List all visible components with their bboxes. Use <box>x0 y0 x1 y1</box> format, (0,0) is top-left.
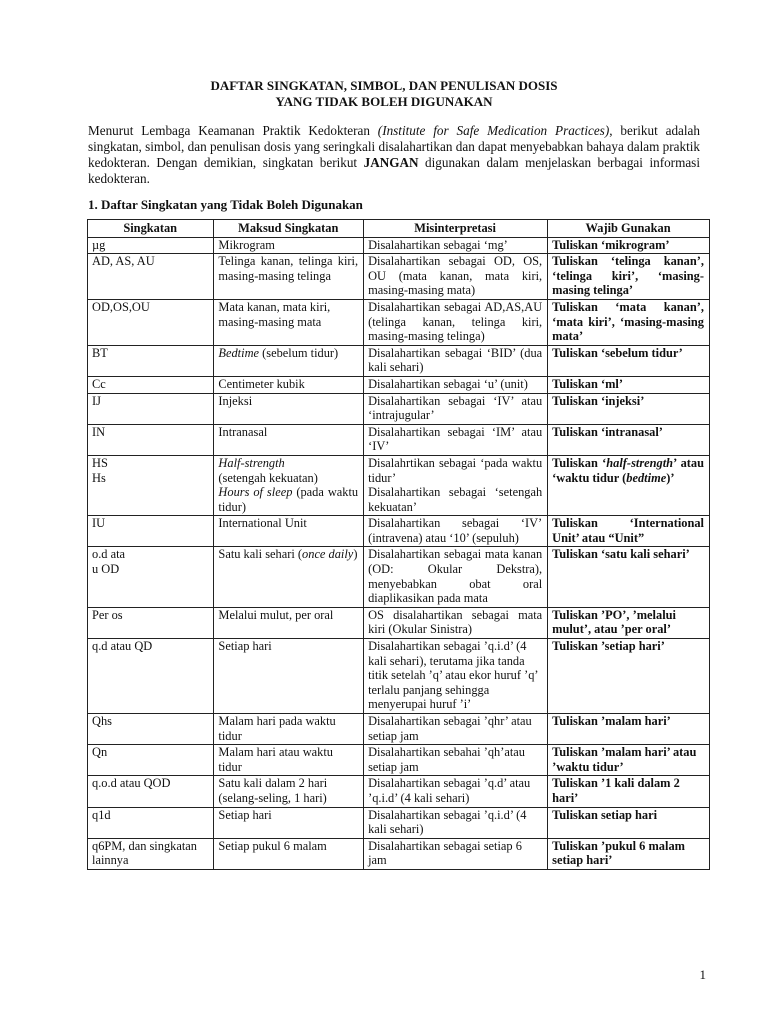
cell-misinterpretation: Disalahartikan sebagai ‘IV’ (intravena) atau ‘10’ (sepuluh) <box>364 516 548 547</box>
intro-text-2: , berikut adalah singkatan, simbol, dan penulisan dosis yang seringkali disalahartikan dan dapat menyebabkan bahaya dalam praktik kedokteran. Dengan demikian, singkatan berikut <box>88 123 701 170</box>
cell-abbr: Qn <box>88 745 214 776</box>
cell-abbr: q.o.d atau QOD <box>88 776 214 807</box>
cell-misinterpretation: OS disalahartikan sebagai mata kiri (Okular Sinistra) <box>364 607 548 638</box>
cell-required: Tuliskan ’malam hari’ <box>548 714 710 745</box>
cell-abbr: IN <box>88 424 214 455</box>
cell-abbr: Qhs <box>88 714 214 745</box>
table-row <box>88 807 710 838</box>
table-row <box>88 516 710 547</box>
intro-italic: (Institute for Safe Medication Practices) <box>377 123 610 138</box>
cell-misinterpretation: Disalahartikan sebagai AD,AS,AU (telinga kanan, telinga kiri, masing-masing telinga) <box>364 299 548 345</box>
cell-meaning <box>214 547 364 607</box>
table-row <box>88 254 710 300</box>
header-maksud: Maksud Singkatan <box>214 220 364 238</box>
table-row <box>88 376 710 393</box>
table-row <box>88 639 710 714</box>
cell-required: Tuliskan setiap hari <box>548 807 710 838</box>
cell-meaning: Setiap hari <box>214 639 364 714</box>
header-singkatan: Singkatan <box>88 220 214 238</box>
table-row <box>88 424 710 455</box>
cell-meaning: Mikrogram <box>214 237 364 254</box>
cell-required: Tuliskan ’malam hari’ atau ’waktu tidur’ <box>548 745 710 776</box>
cell-abbr: OD,OS,OU <box>88 299 214 345</box>
cell-required: Tuliskan ’1 kali dalam 2 hari’ <box>548 776 710 807</box>
section-title: 1. Daftar Singkatan yang Tidak Boleh Digunakan <box>88 197 363 212</box>
abbr-line: HS <box>92 455 108 470</box>
meaning-text: Satu kali sehari ( <box>218 547 303 562</box>
table-row <box>88 714 710 745</box>
intro-text-3: digunakan dalam menjelaskan berbagai informasi kedokteran. <box>88 155 700 186</box>
document-title <box>0 78 768 110</box>
cell-misinterpretation: Disalahartikan sebagai ’q.d’ atau ’q.i.d’ (4 kali sehari) <box>364 776 548 807</box>
cell-abbr: Cc <box>88 376 214 393</box>
meaning-text: (setengah kekuatan) <box>218 470 318 485</box>
cell-abbr: IU <box>88 516 214 547</box>
cell-meaning: Mata kanan, mata kiri, masing-masing mata <box>214 299 364 345</box>
cell-misinterpretation: Disalahartikan sebagai mata kanan (OD: Okular Dekstra), menyebabkan obat oral diaplikasikan pada mata <box>364 547 548 607</box>
cell-abbr: q6PM, dan singkatan lainnya <box>88 838 214 869</box>
table-row <box>88 776 710 807</box>
cell-abbr: IJ <box>88 393 214 424</box>
cell-meaning: Setiap hari <box>214 807 364 838</box>
cell-misinterpretation: Disalahartikan sebagai ’q.i.d’ (4 kali sehari), terutama jika tanda titik setelah ’q’ atau ekor huruf ’q’ terlalu panjang sehingga menyerupai huruf ’i’ <box>364 639 548 714</box>
required-text: Tuliskan ‘ <box>552 455 607 470</box>
header-wajib: Wajib Gunakan <box>548 220 710 238</box>
cell-required: Tuliskan ‘International Unit’ atau “Unit” <box>548 516 710 547</box>
cell-misinterpretation: Disalahartikan sebagai ‘IM’ atau ‘IV’ <box>364 424 548 455</box>
table-row <box>88 547 710 607</box>
cell-meaning: Satu kali dalam 2 hari (selang-seling, 1 hari) <box>214 776 364 807</box>
table-row <box>88 237 710 254</box>
cell-meaning <box>214 455 364 515</box>
cell-required: Tuliskan ‘satu kali sehari’ <box>548 547 710 607</box>
meaning-text: ) <box>353 547 358 562</box>
header-misinterpretasi: Misinterpretasi <box>364 220 548 238</box>
cell-required: Tuliskan ‘injeksi’ <box>548 393 710 424</box>
cell-misinterpretation: Disalahartikan sebagai ‘u’ (unit) <box>364 376 548 393</box>
required-italic: bedtime <box>626 470 667 485</box>
required-text: )’ <box>666 470 675 485</box>
cell-abbr: µg <box>88 237 214 254</box>
table-row <box>88 838 710 869</box>
cell-required: Tuliskan ’setiap hari’ <box>548 639 710 714</box>
cell-required: Tuliskan ‘telinga kanan’, ‘telinga kiri’, ‘masing-masing telinga’ <box>548 254 710 300</box>
cell-required: Tuliskan ‘sebelum tidur’ <box>548 345 710 376</box>
table-row <box>88 607 710 638</box>
cell-required: Tuliskan ’pukul 6 malam setiap hari’ <box>548 838 710 869</box>
table-row <box>88 393 710 424</box>
intro-bold: JANGAN <box>363 155 419 170</box>
cell-meaning: Malam hari pada waktu tidur <box>214 714 364 745</box>
cell-meaning <box>214 345 364 376</box>
abbr-line: Hs <box>92 470 106 485</box>
cell-meaning: Setiap pukul 6 malam <box>214 838 364 869</box>
cell-misinterpretation: Disalahartikan sebagai ‘BID’ (dua kali sehari) <box>364 345 548 376</box>
misinterpretation-line: Disalahartikan sebagai ‘setengah kekuatan’ <box>368 485 543 514</box>
table-row <box>88 345 710 376</box>
cell-abbr: AD, AS, AU <box>88 254 214 300</box>
cell-abbr: q1d <box>88 807 214 838</box>
cell-misinterpretation: Disalahartikan sebagai ’q.i.d’ (4 kali sehari) <box>364 807 548 838</box>
cell-required: Tuliskan ’PO’, ’melalui mulut’, atau ’per oral’ <box>548 607 710 638</box>
meaning-text: (pada waktu tidur) <box>218 485 359 514</box>
table-row <box>88 299 710 345</box>
cell-required: Tuliskan ‘mikrogram’ <box>548 237 710 254</box>
cell-abbr <box>88 455 214 515</box>
title-line-2: YANG TIDAK BOLEH DIGUNAKAN <box>275 94 493 109</box>
table-row <box>88 455 710 515</box>
table-header-row <box>88 220 710 238</box>
page-number: 1 <box>699 967 706 982</box>
meaning-italic: Hours of sleep <box>218 485 293 500</box>
cell-meaning: Melalui mulut, per oral <box>214 607 364 638</box>
cell-abbr: BT <box>88 345 214 376</box>
meaning-text: (sebelum tidur) <box>259 345 339 360</box>
meaning-italic: Half-strength <box>218 455 285 470</box>
cell-required: Tuliskan ‘ml’ <box>548 376 710 393</box>
cell-misinterpretation: Disalahartikan sebagai ‘mg’ <box>364 237 548 254</box>
cell-misinterpretation: Disalahartikan sebagai OD, OS, OU (mata kanan, mata kiri, masing-masing mata) <box>364 254 548 300</box>
required-italic: half-strength <box>606 455 674 470</box>
abbr-line: o.d ata <box>92 547 126 562</box>
cell-misinterpretation <box>364 455 548 515</box>
cell-meaning: Intranasal <box>214 424 364 455</box>
cell-required: Tuliskan ‘mata kanan’, ‘mata kiri’, ‘masing-masing mata’ <box>548 299 710 345</box>
cell-meaning: Telinga kanan, telinga kiri, masing-masing telinga <box>214 254 364 300</box>
meaning-italic: Bedtime <box>218 345 260 360</box>
intro-paragraph <box>88 123 700 187</box>
cell-meaning: Injeksi <box>214 393 364 424</box>
required-text: ’ atau ‘waktu tidur ( <box>552 455 704 485</box>
title-line-1: DAFTAR SINGKATAN, SIMBOL, DAN PENULISAN DOSIS <box>210 78 558 93</box>
meaning-italic: once daily <box>302 547 354 562</box>
cell-required <box>548 455 710 515</box>
cell-misinterpretation: Disalahartikan sebagai setiap 6 jam <box>364 838 548 869</box>
cell-abbr: Per os <box>88 607 214 638</box>
cell-misinterpretation: Disalahartikan sebagai ‘IV’ atau ‘intrajugular’ <box>364 393 548 424</box>
cell-required: Tuliskan ‘intranasal’ <box>548 424 710 455</box>
intro-text-1: Menurut Lembaga Keamanan Praktik Kedokteran <box>88 123 378 138</box>
cell-abbr: q.d atau QD <box>88 639 214 714</box>
abbreviation-table <box>87 219 710 870</box>
cell-abbr <box>88 547 214 607</box>
cell-misinterpretation: Disalahartikan sebahai ’qh’atau setiap jam <box>364 745 548 776</box>
misinterpretation-line: Disalahrtikan sebagai ‘pada waktu tidur’ <box>368 455 543 485</box>
table-row <box>88 745 710 776</box>
cell-meaning: Malam hari atau waktu tidur <box>214 745 364 776</box>
abbr-line: u OD <box>92 562 120 577</box>
cell-meaning: International Unit <box>214 516 364 547</box>
cell-misinterpretation: Disalahartikan sebagai ’qhr’ atau setiap jam <box>364 714 548 745</box>
cell-meaning: Centimeter kubik <box>214 376 364 393</box>
